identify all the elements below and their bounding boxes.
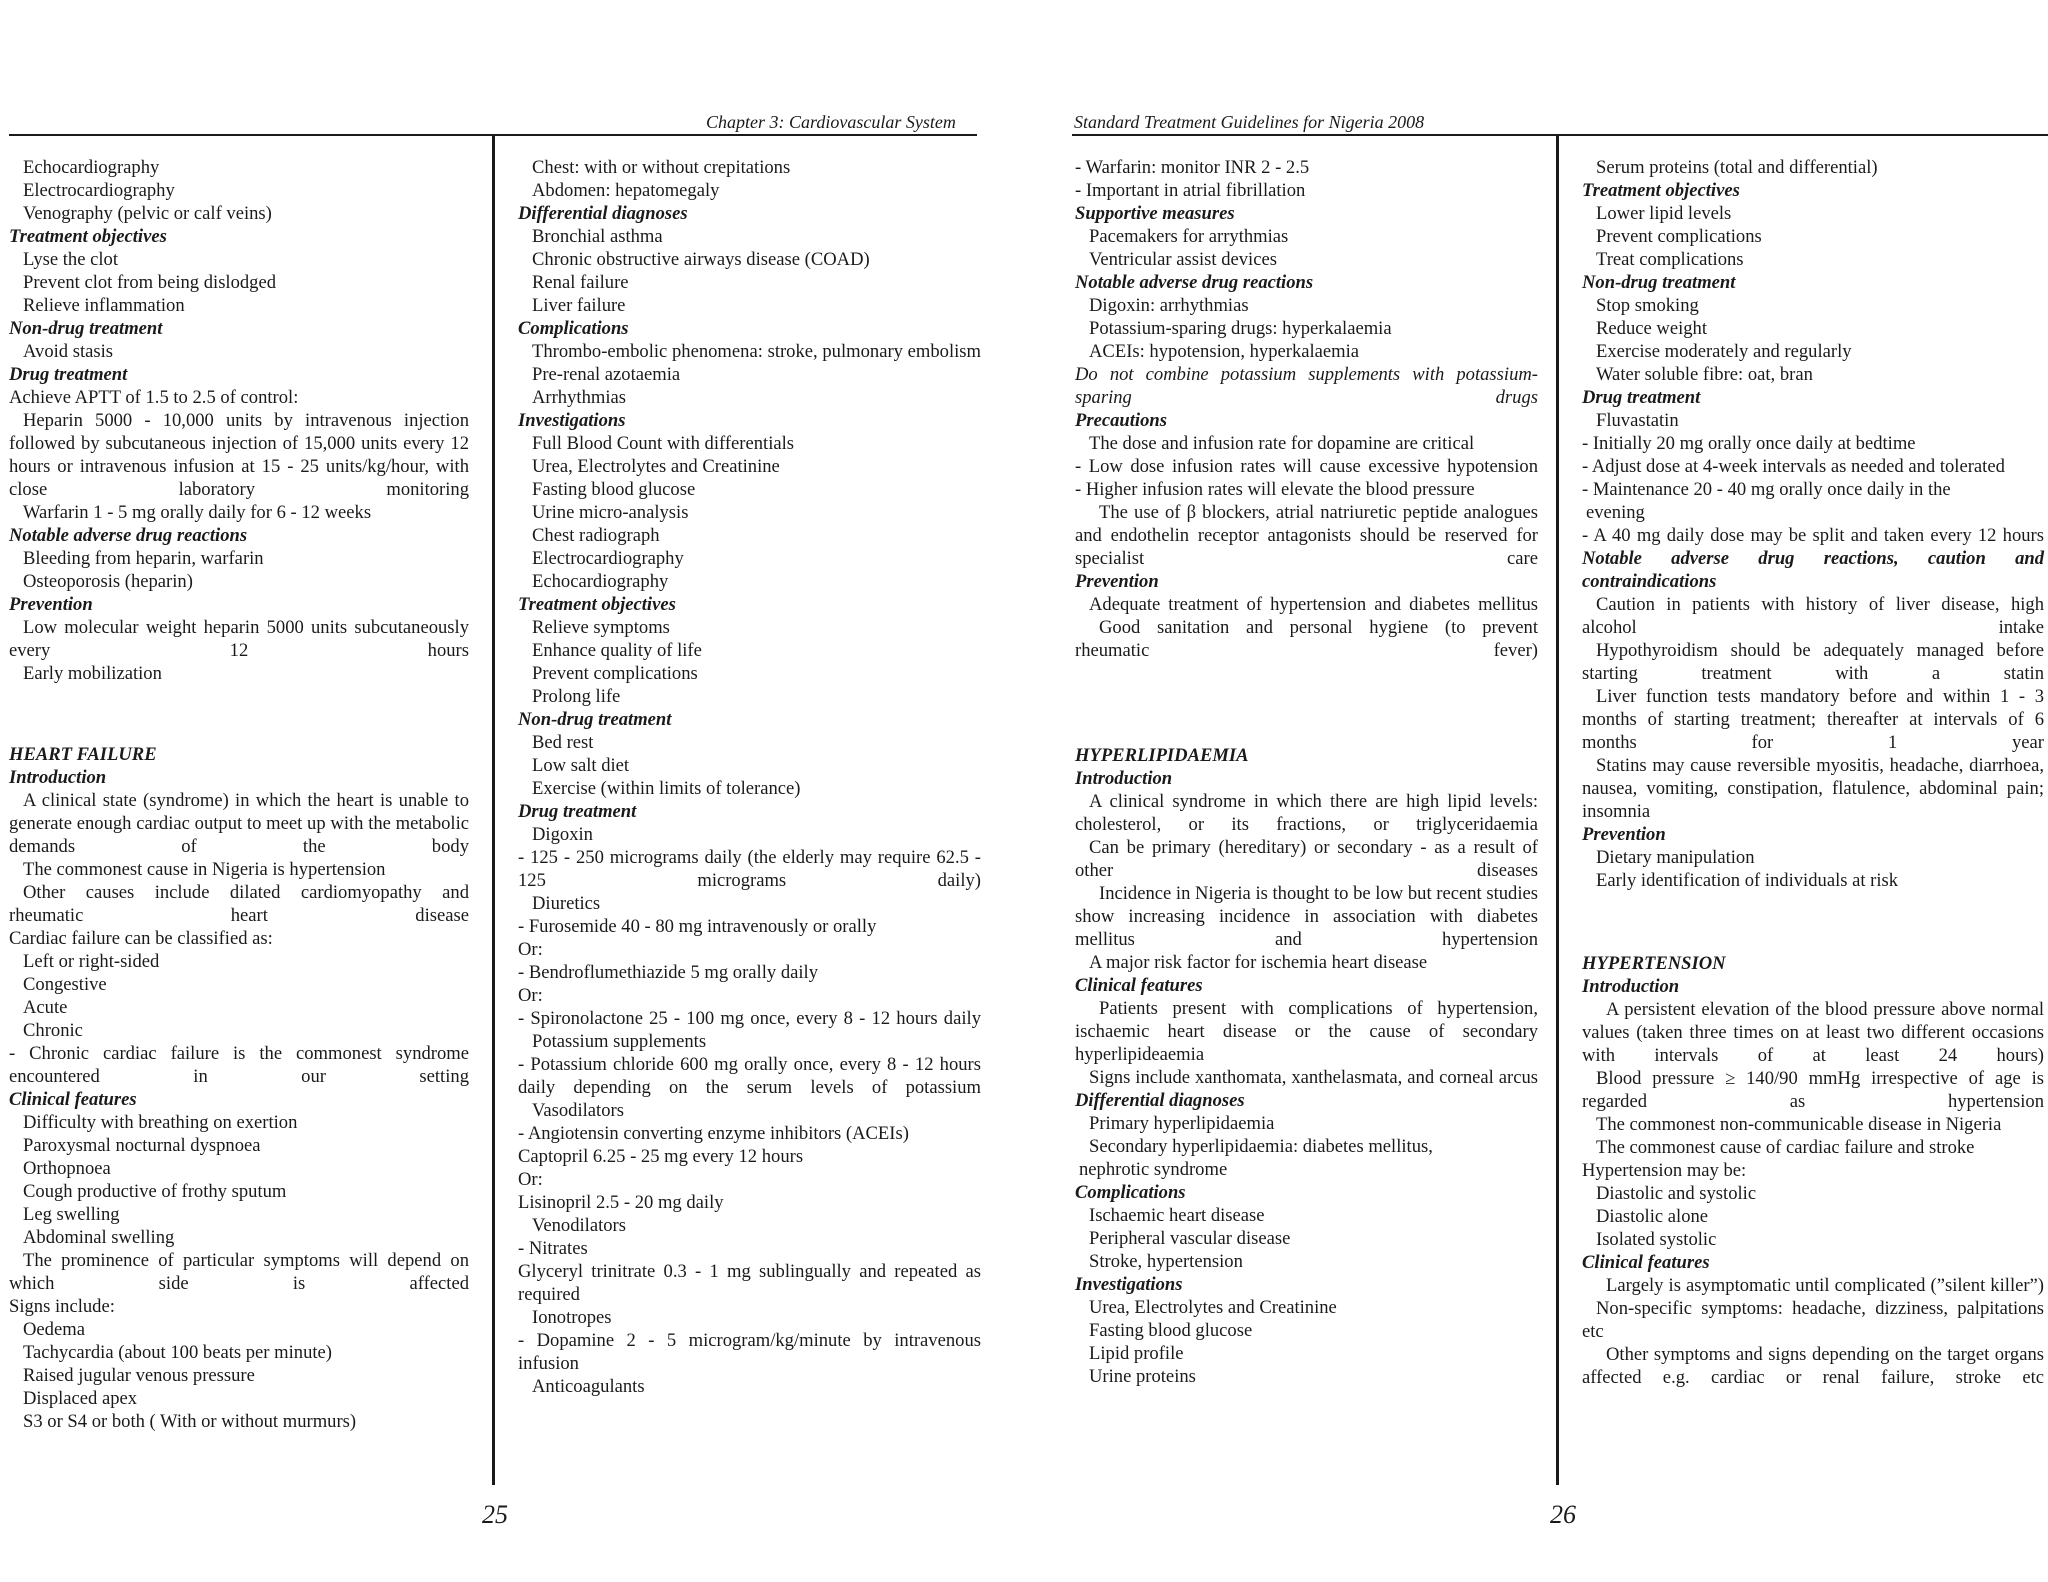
paragraph: Caution in patients with history of liver disease, high alcohol intake [1582, 594, 2044, 638]
list-item: Fluvastatin [1596, 410, 1679, 431]
list-item: nephrotic syndrome [1079, 1159, 1228, 1180]
column-3 [1075, 156, 1538, 1388]
list-item: Leg swelling [23, 1204, 120, 1225]
list-item: Chest radiograph [532, 525, 660, 546]
list-item: Urine proteins [1089, 1366, 1196, 1387]
paragraph: Low molecular weight heparin 5000 units subcutaneously every 12 hours [9, 617, 469, 661]
section-heading: Precautions [1075, 410, 1167, 431]
section-gap [1582, 892, 2044, 952]
paragraph: Other symptoms and signs depending on the target organs affected e.g. cardiac or renal failure, stroke etc [1582, 1344, 2044, 1388]
section-heading: Introduction [9, 767, 107, 788]
section-heading: Notable adverse drug reactions, caution and contraindications [1582, 548, 2044, 592]
paragraph: Blood pressure ≥ 140/90 mmHg irrespective of age is regarded as hypertension [1582, 1068, 2044, 1112]
right-page-number: 26 [1550, 1500, 1576, 1529]
list-item: Peripheral vascular disease [1089, 1228, 1291, 1249]
list-item: Congestive [23, 974, 107, 995]
list-item: Water soluble fibre: oat, bran [1596, 364, 1813, 385]
paragraph: A clinical state (syndrome) in which the heart is unable to generate enough cardiac output to meet up with the metabolic demands of the body [9, 790, 469, 857]
list-item: Diuretics [532, 893, 601, 914]
text-line: - Higher infusion rates will elevate the blood pressure [1075, 479, 1475, 500]
section-heading: Prevention [1582, 824, 1666, 845]
list-item: Enhance quality of life [532, 640, 702, 661]
list-item: Isolated systolic [1596, 1229, 1717, 1250]
list-item: Venography (pelvic or calf veins) [23, 203, 272, 224]
list-item: Fasting blood glucose [532, 479, 696, 500]
list-item: Treat complications [1596, 249, 1744, 270]
section-heading: Drug treatment [518, 801, 637, 822]
list-item: Electrocardiography [532, 548, 684, 569]
section-heading: Complications [1075, 1182, 1186, 1203]
list-item: Electrocardiography [23, 180, 175, 201]
list-item: The commonest cause in Nigeria is hypertension [23, 859, 386, 880]
list-item: Venodilators [532, 1215, 626, 1236]
paragraph: Other causes include dilated cardiomyopathy and rheumatic heart disease [9, 882, 469, 926]
list-item: Digoxin: arrhythmias [1089, 295, 1249, 316]
list-item: evening [1586, 502, 1645, 523]
list-item: Stroke, hypertension [1089, 1251, 1243, 1272]
list-item: Primary hyperlipidaemia [1089, 1113, 1275, 1134]
section-heading: Treatment objectives [9, 226, 167, 247]
paragraph: Patients present with complications of hypertension, ischaemic heart disease or the cause of secondary hyperlipideaemia [1075, 998, 1538, 1065]
text-line: Lisinopril 2.5 - 20 mg daily [518, 1192, 724, 1213]
list-item: Cough productive of frothy sputum [23, 1181, 287, 1202]
col1-top-section [9, 156, 469, 685]
list-item: Pacemakers for arrythmias [1089, 226, 1289, 247]
left-running-head: Chapter 3: Cardiovascular System [706, 112, 956, 132]
paragraph: A clinical syndrome in which there are high lipid levels: cholesterol, or its fractions, or triglyceridaemia [1075, 791, 1538, 835]
list-item: Potassium supplements [532, 1031, 707, 1052]
list-item: Potassium-sparing drugs: hyperkalaemia [1089, 318, 1392, 339]
paragraph: - A 40 mg daily dose may be split and taken every 12 hours [1582, 525, 2044, 546]
list-item: Exercise (within limits of tolerance) [532, 778, 801, 799]
section-heading: Prevention [9, 594, 93, 615]
column-1 [9, 156, 469, 1433]
list-item: The commonest non-communicable disease in Nigeria [1596, 1114, 2002, 1135]
text-line: - Maintenance 20 - 40 mg orally once daily in the [1582, 479, 1951, 500]
paragraph: - Low dose infusion rates will cause excessive hypotension [1075, 456, 1538, 477]
text-line: Or: [518, 1169, 543, 1190]
paragraph: Heparin 5000 - 10,000 units by intravenous injection followed by subcutaneous injection of 15,000 units every 12 hours or intravenous infusion at 15 - 25 units/kg/hour, with close laboratory monitoring [9, 410, 469, 500]
section-heading: Differential diagnoses [1075, 1090, 1245, 1111]
section-heading: Investigations [1075, 1274, 1183, 1295]
list-item: Echocardiography [23, 157, 160, 178]
list-item: Chronic [23, 1020, 83, 1041]
section-heading: Investigations [518, 410, 626, 431]
section-heading: Non-drug treatment [1582, 272, 1736, 293]
list-item: Pre-renal azotaemia [532, 364, 681, 385]
list-item: Oedema [23, 1319, 85, 1340]
paragraph: The use of β blockers, atrial natriuretic peptide analogues and endothelin receptor antagonists should be reserved for specialist care [1075, 502, 1538, 569]
section-heading: Drug treatment [9, 364, 128, 385]
paragraph: Signs include xanthomata, xanthelasmata, and corneal arcus [1089, 1067, 1538, 1088]
list-item: Prevent clot from being dislodged [23, 272, 277, 293]
list-item: Avoid stasis [23, 341, 114, 362]
list-item: Anticoagulants [532, 1376, 645, 1397]
chapter-topic-title: HEART FAILURE [9, 744, 157, 765]
text-line: - Bendroflumethiazide 5 mg orally daily [518, 962, 818, 983]
text-line: Signs include: [9, 1296, 115, 1317]
section-heading: Non-drug treatment [9, 318, 163, 339]
chapter-topic-title: HYPERLIPIDAEMIA [1075, 745, 1249, 766]
list-item: Serum proteins (total and differential) [1596, 157, 1878, 178]
list-item: Ventricular assist devices [1089, 249, 1277, 270]
list-item: Orthopnoea [23, 1158, 111, 1179]
text-line: - Angiotensin converting enzyme inhibitors (ACEIs) [518, 1123, 909, 1144]
paragraph: Liver function tests mandatory before and within 1 - 3 months of starting treatment; thereafter at intervals of 6 months for 1 year [1582, 686, 2044, 753]
list-item: Liver failure [532, 295, 626, 316]
section-heading: Non-drug treatment [518, 709, 672, 730]
list-item: Full Blood Count with differentials [532, 433, 795, 454]
paragraph: A persistent elevation of the blood pressure above normal values (taken three times on at least two different occasions with intervals of at least 24 hours) [1582, 999, 2044, 1066]
text-line: - Important in atrial fibrillation [1075, 180, 1306, 201]
section-heading: Complications [518, 318, 629, 339]
list-item: Lyse the clot [23, 249, 119, 270]
list-item: Early identification of individuals at risk [1596, 870, 1899, 891]
list-item: Abdomen: hepatomegaly [532, 180, 720, 201]
col2-section [518, 156, 981, 1398]
list-item: Warfarin 1 - 5 mg orally daily for 6 - 12 weeks [23, 502, 372, 523]
list-item: A major risk factor for ischemia heart disease [1089, 952, 1428, 973]
list-item: ACEIs: hypotension, hyperkalaemia [1089, 341, 1360, 362]
text-line: - Furosemide 40 - 80 mg intravenously or orally [518, 916, 877, 937]
list-item: Dietary manipulation [1596, 847, 1755, 868]
list-item: Chest: with or without crepitations [532, 157, 791, 178]
paragraph: Glyceryl trinitrate 0.3 - 1 mg sublingually and repeated as required [518, 1261, 981, 1305]
hypertension-section [1582, 952, 2044, 1389]
list-item: Exercise moderately and regularly [1596, 341, 1852, 362]
list-item: Bleeding from heparin, warfarin [23, 548, 264, 569]
list-item: Urea, Electrolytes and Creatinine [532, 456, 780, 477]
paragraph: Thrombo-embolic phenomena: stroke, pulmonary embolism [532, 341, 981, 362]
list-item: Relieve symptoms [532, 617, 670, 638]
list-item: Prolong life [532, 686, 621, 707]
section-heading: Differential diagnoses [518, 203, 688, 224]
section-heading: Introduction [1075, 768, 1173, 789]
right-column-divider [1556, 135, 1559, 1485]
list-item: Fasting blood glucose [1089, 1320, 1253, 1341]
note-italic: Do not combine potassium supplements with potassium-sparing drugs [1075, 364, 1538, 408]
section-heading: Introduction [1582, 976, 1680, 997]
list-item: Paroxysmal nocturnal dyspnoea [23, 1135, 261, 1156]
paragraph: - 125 - 250 micrograms daily (the elderly may require 62.5 - 125 micrograms daily) [518, 847, 981, 891]
list-item: Raised jugular venous pressure [23, 1365, 255, 1386]
list-item: Prevent complications [532, 663, 698, 684]
left-column-divider [492, 135, 495, 1485]
paragraph: Adequate treatment of hypertension and diabetes mellitus [1089, 594, 1538, 615]
section-gap [1075, 662, 1538, 744]
list-item: Chronic obstructive airways disease (COAD) [532, 249, 870, 270]
paragraph: Good sanitation and personal hygiene (to prevent rheumatic fever) [1075, 617, 1538, 661]
paragraph: Statins may cause reversible myositis, headache, diarrhoea, nausea, vomiting, constipation, flatulence, abdominal pain; insomnia [1582, 755, 2044, 822]
section-heading: Clinical features [1582, 1252, 1710, 1273]
list-item: Prevent complications [1596, 226, 1762, 247]
list-item: Bronchial asthma [532, 226, 663, 247]
list-item: Abdominal swelling [23, 1227, 175, 1248]
list-item: Displaced apex [23, 1388, 138, 1409]
text-line: Hypertension may be: [1582, 1160, 1747, 1181]
section-heading: Treatment objectives [518, 594, 676, 615]
list-item: Urine micro-analysis [532, 502, 689, 523]
list-item: Left or right-sided [23, 951, 160, 972]
paragraph: Incidence in Nigeria is thought to be low but recent studies show increasing incidence in association with diabetes mellitus and hypertension [1075, 883, 1538, 950]
list-item: Low salt diet [532, 755, 630, 776]
list-item: The dose and infusion rate for dopamine are critical [1089, 433, 1475, 454]
section-heading: Notable adverse drug reactions [1075, 272, 1314, 293]
text-line: - Nitrates [518, 1238, 588, 1259]
list-item: Bed rest [532, 732, 594, 753]
list-item: Diastolic and systolic [1596, 1183, 1757, 1204]
text-line: Captopril 6.25 - 25 mg every 12 hours [518, 1146, 804, 1167]
paragraph: - Chronic cardiac failure is the commonest syndrome encountered in our setting [9, 1043, 469, 1087]
list-item: Echocardiography [532, 571, 669, 592]
list-item: Urea, Electrolytes and Creatinine [1089, 1297, 1337, 1318]
list-item: S3 or S4 or both ( With or without murmurs) [23, 1411, 357, 1432]
paragraph: - Dopamine 2 - 5 microgram/kg/minute by intravenous infusion [518, 1330, 981, 1374]
list-item: Lower lipid levels [1596, 203, 1732, 224]
heart-failure-section [9, 743, 469, 1433]
text-line: - Adjust dose at 4-week intervals as needed and tolerated [1582, 456, 2005, 477]
list-item: Ionotropes [532, 1307, 612, 1328]
list-item: Osteoporosis (heparin) [23, 571, 193, 592]
text-line: Cardiac failure can be classified as: [9, 928, 273, 949]
paragraph: Can be primary (hereditary) or secondary - as a result of other diseases [1075, 837, 1538, 881]
text-line: Or: [518, 939, 543, 960]
column-4 [1582, 156, 2044, 1389]
chapter-topic-title: HYPERTENSION [1582, 953, 1726, 974]
section-heading: Notable adverse drug reactions [9, 525, 248, 546]
list-item: The commonest cause of cardiac failure and stroke [1596, 1137, 1975, 1158]
paragraph: Non-specific symptoms: headache, dizziness, palpitations etc [1582, 1298, 2044, 1342]
text-line: - Warfarin: monitor INR 2 - 2.5 [1075, 157, 1310, 178]
right-running-head: Standard Treatment Guidelines for Nigeria 2008 [1074, 112, 1425, 132]
paragraph: - Spironolactone 25 - 100 mg once, every 8 - 12 hours daily [518, 1008, 981, 1029]
section-gap [9, 685, 469, 743]
list-item: Renal failure [532, 272, 629, 293]
list-item: Reduce weight [1596, 318, 1708, 339]
col4-top-section [1582, 156, 2044, 892]
list-item: Digoxin [532, 824, 593, 845]
section-heading: Clinical features [9, 1089, 137, 1110]
list-item: Acute [23, 997, 68, 1018]
col3-top-section [1075, 156, 1538, 662]
list-item: Ischaemic heart disease [1089, 1205, 1265, 1226]
section-heading: Prevention [1075, 571, 1159, 592]
list-item: Lipid profile [1089, 1343, 1184, 1364]
section-heading: Treatment objectives [1582, 180, 1740, 201]
section-heading: Drug treatment [1582, 387, 1701, 408]
hyperlipidaemia-section [1075, 744, 1538, 1388]
list-item: Difficulty with breathing on exertion [23, 1112, 298, 1133]
list-item: Tachycardia (about 100 beats per minute) [23, 1342, 332, 1363]
paragraph: Hypothyroidism should be adequately managed before starting treatment with a statin [1582, 640, 2044, 684]
paragraph: Largely is asymptomatic until complicated (”silent killer”) [1606, 1275, 2044, 1296]
text-line: - Initially 20 mg orally once daily at bedtime [1582, 433, 1916, 454]
paragraph: - Potassium chloride 600 mg orally once, every 8 - 12 hours daily depending on the serum levels of potassium [518, 1054, 981, 1098]
list-item: Stop smoking [1596, 295, 1699, 316]
text-line: Or: [518, 985, 543, 1006]
column-2 [518, 156, 981, 1398]
list-item: Early mobilization [23, 663, 162, 684]
left-page-number: 25 [482, 1500, 508, 1529]
list-item: Relieve inflammation [23, 295, 185, 316]
list-item: Arrhythmias [532, 387, 626, 408]
right-header-rule [1072, 134, 2048, 136]
list-item: Diastolic alone [1596, 1206, 1709, 1227]
list-item: Secondary hyperlipidaemia: diabetes mellitus, [1089, 1136, 1433, 1157]
section-heading: Clinical features [1075, 975, 1203, 996]
text-line: Achieve APTT of 1.5 to 2.5 of control: [9, 387, 299, 408]
paragraph: The prominence of particular symptoms will depend on which side is affected [9, 1250, 469, 1294]
list-item: Vasodilators [532, 1100, 624, 1121]
section-heading: Supportive measures [1075, 203, 1235, 224]
